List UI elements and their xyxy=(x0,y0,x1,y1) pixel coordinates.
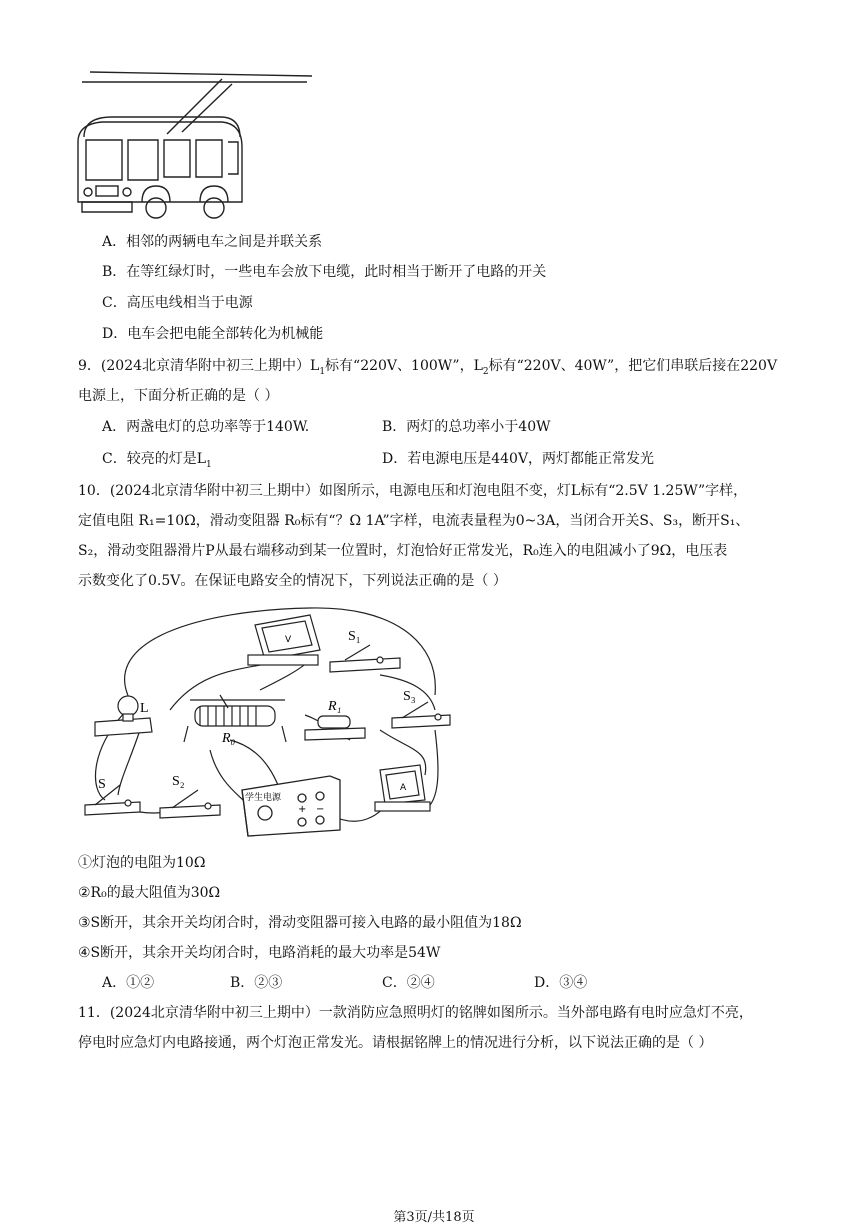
q10-line-1-rest: 如图所示，电源电压和灯泡电阻不变，灯L标有“2.5V 1.25W”字样， xyxy=(318,483,748,499)
q10-line-4: 示数变化了0.5V。在保证电路安全的情况下，下列说法正确的是（ ） xyxy=(78,573,507,589)
q10-statement-1: ①灯泡的电阻为10Ω xyxy=(78,855,206,871)
circuit-figure xyxy=(80,600,460,845)
ammeter-label: A xyxy=(400,783,407,793)
label-s: S xyxy=(98,777,106,792)
q10-statement-4: ④S断开，其余开关均闭合时，电路消耗的最大功率是54W xyxy=(78,945,441,961)
q8-option-c: C．高压电线相当于电源 xyxy=(102,295,253,311)
q11-line-2: 停电时应急灯内电路接通，两个灯泡正常发光。请根据铭牌上的情况进行分析，以下说法正确的是（ ） xyxy=(78,1035,713,1051)
q11-number: 11． xyxy=(78,1005,110,1021)
q8-option-d: D．电车会把电能全部转化为机械能 xyxy=(102,326,324,342)
q9-option-d: D．若电源电压是440V，两灯都能正常发光 xyxy=(382,451,655,467)
q11-source: (2024北京清华附中初三上期中） xyxy=(109,1005,319,1021)
q9-line-1 xyxy=(78,356,777,382)
q10-source: (2024北京清华附中初三上期中） xyxy=(109,483,319,499)
label-r0: R₀ xyxy=(222,731,236,746)
label-l: L xyxy=(140,701,149,716)
power-supply-label: 学生电源 xyxy=(245,793,282,803)
label-s3: S₃ xyxy=(403,689,416,704)
q11-line-1-rest: 一款消防应急照明灯的铭牌如图所示。当外部电路有电时应急灯不亮， xyxy=(318,1005,753,1021)
q10-number: 10． xyxy=(78,483,110,499)
q10-option-b: B．②③ xyxy=(230,975,283,991)
q9-source: (2024北京清华附中初三上期中） xyxy=(100,358,311,374)
q9-l1: L xyxy=(310,358,320,374)
switch-s1 xyxy=(330,645,400,672)
q10-statement-3: ③S断开，其余开关均闭合时，滑动变阻器可接入电路的最小阻值为18Ω xyxy=(78,915,522,931)
q11-line-1 xyxy=(78,1003,753,1023)
q9-l2: L xyxy=(473,358,483,374)
label-s2: S₂ xyxy=(172,774,185,789)
q9-option-c xyxy=(102,449,212,475)
q9-line-2: 电源上，下面分析正确的是（ ） xyxy=(78,388,279,404)
q8-option-a: A．相邻的两辆电车之间是并联关系 xyxy=(102,234,323,250)
label-s1: S₁ xyxy=(348,629,361,644)
q10-option-c: C．②④ xyxy=(382,975,435,991)
q9-l2-sub: 2 xyxy=(482,366,489,377)
q9-text-b: 标有“220V、40W”，把它们串联后接在220V xyxy=(488,358,778,374)
q10-line-3: S₂，滑动变阻器滑片P从最右端移动到某一位置时，灯泡恰好正常发光，R₀连入的电阻减小了9Ω，电压表 xyxy=(78,543,728,559)
voltmeter-label: V xyxy=(285,635,292,645)
power-supply xyxy=(242,776,340,836)
q9-text-a: 标有“220V、100W”， xyxy=(325,358,474,374)
switch-s2 xyxy=(160,790,220,818)
q8-option-b: B．在等红绿灯时，一些电车会放下电缆，此时相当于断开了电路的开关 xyxy=(102,264,547,280)
q10-line-1 xyxy=(78,481,747,501)
q9-l1-sub: 1 xyxy=(319,366,326,377)
page-footer: 第3页/共18页 xyxy=(393,1210,475,1225)
label-r1: R₁ xyxy=(328,699,342,714)
q10-statement-2: ②R₀的最大阻值为30Ω xyxy=(78,885,221,901)
q10-line-2: 定值电阻 R₁=10Ω，滑动变阻器 R₀标有“？Ω 1A”字样，电流表量程为0~3A，当闭合开关S、S₃，断开S₁、 xyxy=(78,513,750,529)
q9-option-b: B．两灯的总功率小于40W xyxy=(382,419,551,435)
q9-option-c-text: C．较亮的灯是L xyxy=(102,451,207,467)
power-plus-label: + xyxy=(298,804,307,815)
voltmeter xyxy=(248,615,320,665)
q9-number: 9． xyxy=(78,358,101,374)
q10-option-d: D．③④ xyxy=(534,975,588,991)
power-minus-label: − xyxy=(316,804,325,815)
q10-option-a: A．①② xyxy=(102,975,155,991)
q9-option-a: A．两盏电灯的总功率等于140W. xyxy=(102,419,310,435)
trolleybus-figure xyxy=(72,62,322,227)
switch-s3 xyxy=(392,702,450,728)
switch-s xyxy=(85,785,140,815)
q9-option-c-sub: 1 xyxy=(206,459,212,470)
